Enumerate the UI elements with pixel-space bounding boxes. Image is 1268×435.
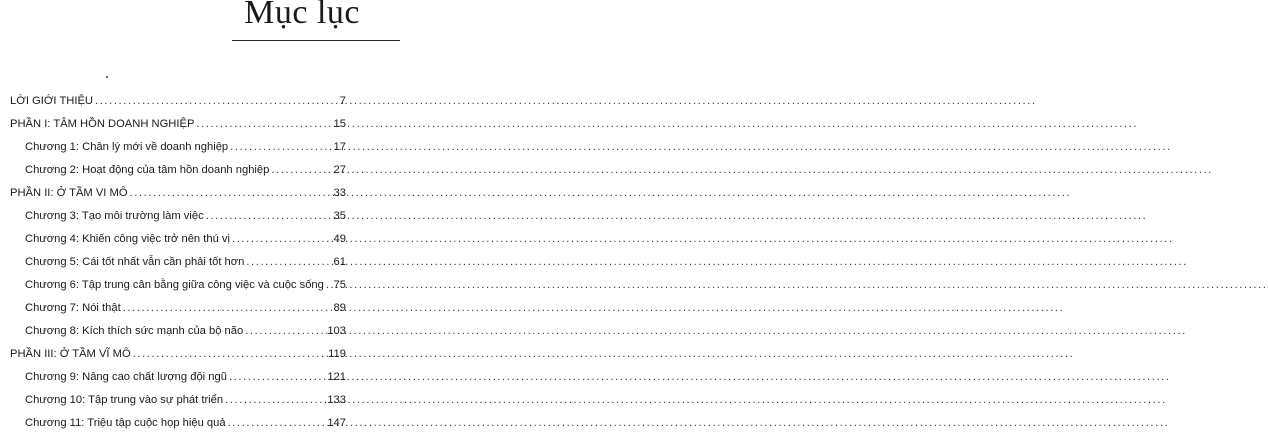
- toc-entry-title: PHẦN I: TÂM HỒN DOANH NGHIỆP: [10, 118, 195, 130]
- toc-entry[interactable]: [10, 113, 346, 136]
- toc-page-number: 49: [333, 233, 346, 245]
- toc-entry[interactable]: [10, 297, 346, 320]
- toc-entry[interactable]: [10, 205, 346, 228]
- toc-page-number: 17: [333, 141, 346, 153]
- toc-entry[interactable]: [10, 412, 346, 435]
- toc-entry-title: PHẦN III: Ở TẦM VĨ MÔ: [10, 348, 131, 360]
- toc-entry[interactable]: [10, 90, 346, 113]
- toc-dot-leader: [123, 297, 332, 320]
- toc-dot-leader: [95, 90, 338, 113]
- toc-dot-leader: [245, 320, 325, 343]
- toc-dot-leader: [232, 228, 332, 251]
- toc-entry-title: Chương 11: Triệu tập cuộc họp hiệu quả: [25, 417, 226, 429]
- toc-dot-leader: [196, 113, 331, 136]
- toc-entry[interactable]: [10, 159, 346, 182]
- toc-entry-title: Chương 10: Tập trung vào sự phát triển: [25, 394, 224, 406]
- toc-dot-leader: [326, 274, 332, 297]
- toc-entry-title: Chương 4: Khiến công việc trở nên thú vị: [25, 233, 231, 245]
- toc-page-number: 75: [333, 279, 346, 291]
- toc-entry[interactable]: [10, 251, 346, 274]
- toc-entry-title: PHẦN II: Ở TẦM VI MÔ: [10, 187, 128, 199]
- book-page: [0, 0, 400, 429]
- toc-page-number: 133: [327, 394, 346, 406]
- toc-dot-leader: [271, 159, 331, 182]
- toc-entry-title: Chương 7: Nói thật: [25, 302, 121, 314]
- toc-page-number: 27: [333, 164, 346, 176]
- page-title: Mục lục: [244, 0, 360, 31]
- toc-dot-leader: [225, 389, 325, 412]
- title-underline: [232, 40, 400, 41]
- toc-dot-leader: [228, 412, 326, 435]
- toc-dot-leader: [206, 205, 332, 228]
- toc-entry-title: LỜI GIỚI THIỆU: [10, 95, 94, 107]
- toc-dot-leader: [229, 366, 325, 389]
- toc-page-number: 121: [327, 371, 346, 383]
- toc-page-number: 119: [328, 348, 346, 360]
- toc-page-number: 7: [339, 95, 346, 107]
- toc-entry-title: Chương 6: Tập trung cân bằng giữa công việc và cuộc sống: [25, 279, 324, 291]
- toc-entry-title: Chương 9: Nâng cao chất lượng đội ngũ: [25, 371, 227, 383]
- toc-page-number: 61: [333, 256, 346, 268]
- toc-entry-title: Chương 5: Cái tốt nhất vẫn cần phải tốt hơn: [25, 256, 245, 268]
- toc-dot-leader: [130, 182, 332, 205]
- toc-entry-title: Chương 2: Hoạt động của tâm hồn doanh nghiệp: [25, 164, 270, 176]
- toc-page-number: 89: [333, 302, 346, 314]
- table-of-contents: [10, 90, 346, 435]
- toc-entry-title: Chương 1: Chân lý mới về doanh nghiệp: [25, 141, 229, 153]
- toc-dot-leader: [246, 251, 331, 274]
- toc-entry[interactable]: [10, 182, 346, 205]
- toc-entry-title: Chương 8: Kích thích sức mạnh của bộ não: [25, 325, 244, 337]
- toc-page-number: 35: [333, 210, 346, 222]
- toc-entry[interactable]: [10, 366, 346, 389]
- toc-entry[interactable]: [10, 320, 346, 343]
- toc-page-number: 33: [333, 187, 346, 199]
- toc-entry[interactable]: [10, 389, 346, 412]
- toc-entry[interactable]: [10, 228, 346, 251]
- toc-entry[interactable]: [10, 274, 346, 297]
- toc-entry[interactable]: [10, 136, 346, 159]
- toc-dot-leader: [230, 136, 331, 159]
- toc-entry-title: Chương 3: Tạo môi trường làm việc: [25, 210, 204, 222]
- toc-page-number: 147: [327, 417, 346, 429]
- toc-entry[interactable]: [10, 343, 346, 366]
- toc-dot-leader: [133, 343, 327, 366]
- print-speck: [106, 76, 108, 78]
- toc-page-number: 103: [327, 325, 346, 337]
- toc-page-number: 15: [333, 118, 346, 130]
